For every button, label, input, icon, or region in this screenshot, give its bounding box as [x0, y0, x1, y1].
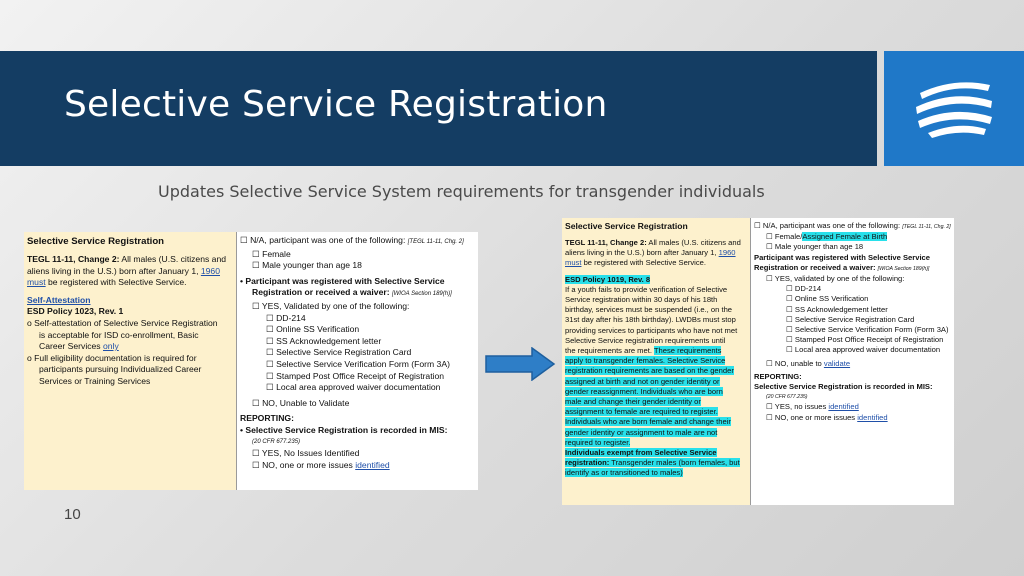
policy-highlight: apply to transgender females. Selective Service	[565, 356, 726, 366]
doc-heading: Selective Service Registration	[27, 236, 165, 247]
page-number: 10	[64, 506, 81, 523]
participant-text: Registration or received a waiver:	[754, 262, 878, 272]
doc-item-checkbox[interactable]: ☐ DD-214	[266, 312, 306, 323]
tegl-label: TEGL 11-11, Change 2:	[565, 238, 647, 247]
identified-link[interactable]: identified	[355, 459, 390, 470]
policy-body-line: 31st day after his 18th birthday). LWDBs must stop	[565, 315, 736, 325]
must-link[interactable]: must	[565, 258, 582, 268]
doc-item-checkbox[interactable]: ☐ Stamped Post Office Receipt of Registration	[266, 370, 445, 381]
logo	[884, 51, 1024, 166]
doc-item-checkbox[interactable]: ☐ Selective Service Registration Card	[786, 314, 915, 324]
right-doc-checklist-column	[751, 218, 954, 505]
tegl-text-2: aliens living in the U.S.) born after January 1,	[27, 265, 201, 276]
policy-highlight: male and change their gender identity or	[565, 397, 701, 407]
tegl-text-3: be registered with Selective Service.	[581, 258, 706, 268]
esd-policy-highlight: ESD Policy 1019, Rev. 8	[565, 274, 651, 284]
policy-body-line: If a youth fails to provide verification of Selective	[565, 284, 728, 294]
doc-item-checkbox[interactable]: ☐ SS Acknowledgement letter	[786, 304, 888, 314]
identified-link[interactable]: identified	[857, 412, 888, 422]
tegl-text-3: be registered with Selective Service.	[45, 277, 187, 288]
policy-highlight: Individuals who are born female and change their	[565, 417, 731, 427]
tegl-text: All males (U.S. citizens and	[119, 254, 227, 264]
no-issues-checkbox[interactable]: ☐ NO, one or more issues	[766, 412, 858, 422]
right-doc-requirements-column	[562, 218, 751, 505]
no-issues-checkbox[interactable]: ☐ NO, one or more issues	[252, 459, 356, 470]
policy-body-line: birthday, services must be suspended (i.e., on the	[565, 305, 733, 315]
yes-no-issues-checkbox[interactable]: ☐ YES, no issues	[766, 402, 829, 412]
policy-body-line: Selective Service registration requirements until	[565, 335, 726, 345]
left-doc-checklist-column	[237, 232, 478, 490]
bullet-text: Career Services	[39, 341, 103, 352]
female-checkbox[interactable]: ☐ Female	[252, 248, 291, 259]
na-checkbox[interactable]: ☐ N/A, participant was one of the following:	[754, 221, 903, 230]
doc-item-checkbox[interactable]: ☐ Online SS Verification	[786, 294, 869, 304]
left-doc-requirements-column	[24, 232, 237, 490]
no-unable-checkbox[interactable]: ☐ NO, Unable to Validate	[252, 397, 350, 408]
doc-item-checkbox[interactable]: ☐ Local area approved waiver documentation	[266, 382, 441, 393]
bullet-text: o Full eligibility documentation is required for	[27, 352, 197, 363]
policy-highlight: required to register.	[565, 437, 631, 447]
must-link[interactable]: must	[27, 277, 46, 288]
participant-text: Registration or received a waiver:	[252, 287, 392, 298]
reporting-heading: REPORTING:	[240, 413, 294, 424]
doc-item-checkbox[interactable]: ☐ Stamped Post Office Receipt of Registration	[786, 335, 944, 345]
reference: [TEGL 11-11, Chg. 2]	[902, 224, 951, 230]
page-title: Selective Service Registration	[64, 84, 608, 125]
tegl-year-link[interactable]: 1960	[718, 248, 736, 258]
male-younger-checkbox[interactable]: ☐ Male younger than age 18	[766, 242, 864, 252]
exempt-text: Transgender males (born females, but	[609, 458, 740, 468]
reference: [WIOA Section 189(h)]	[877, 265, 930, 272]
policy-highlight: These requirements	[653, 346, 722, 356]
bullet-text: Services or Training Services	[39, 375, 151, 386]
female-checkbox[interactable]: ☐ Female/	[766, 232, 803, 242]
doc-item-checkbox[interactable]: ☐ SS Acknowledgement letter	[266, 335, 382, 346]
doc-item-checkbox[interactable]: ☐ Selective Service Registration Card	[266, 347, 412, 358]
tegl-text-2: aliens living in the U.S.) born after January 1,	[565, 248, 719, 258]
original-document-excerpt	[24, 232, 478, 490]
policy-highlight: assignment to female are required to register.	[565, 407, 718, 417]
policy-highlight: assigned at birth and not on gender identity or	[565, 376, 720, 386]
cfr-reference: (20 CFR 677.235)	[766, 394, 808, 401]
reference: [WIOA Section 189(h)]	[391, 291, 452, 298]
wave-stripes-logo-icon	[914, 75, 994, 139]
reference: [TEGL 11-11, Chg. 2]	[407, 239, 464, 245]
only-link[interactable]: only	[103, 341, 119, 352]
bullet-text: is acceptable for ISD co-enrollment, Basic	[39, 329, 199, 340]
tegl-year-link[interactable]: 1960	[200, 265, 220, 276]
no-unable-checkbox[interactable]: ☐ NO, unable to	[766, 358, 824, 368]
yes-no-issues-checkbox[interactable]: ☐ YES, No Issues Identified	[252, 448, 360, 459]
female-highlight: Assigned Female at Birth	[802, 232, 888, 242]
arrow-right-icon	[484, 347, 556, 381]
doc-item-checkbox[interactable]: ☐ Selective Service Verification Form (Form 3A)	[786, 325, 949, 335]
doc-heading: Selective Service Registration	[565, 221, 688, 231]
subtitle: Updates Selective Service System requirements for transgender individuals	[158, 182, 765, 201]
participant-text: • Participant was registered with Selective Service	[240, 275, 445, 286]
doc-item-checkbox[interactable]: ☐ Selective Service Verification Form (Form 3A)	[266, 358, 450, 369]
policy-body-line: Service registration within 30 days of his 18th	[565, 295, 718, 305]
na-checkbox[interactable]: ☐ N/A, participant was one of the following:	[240, 235, 408, 245]
exempt-heading: Individuals exempt from Selective Service	[565, 448, 717, 458]
participant-text: Participant was registered with Selective Service	[754, 252, 931, 262]
tegl-label: TEGL 11-11, Change 2:	[27, 254, 120, 264]
updated-document-excerpt	[562, 218, 954, 505]
cfr-reference: (20 CFR 677.235)	[252, 438, 301, 445]
policy-highlight: gender identity or assignment to male are not	[565, 427, 718, 437]
male-younger-checkbox[interactable]: ☐ Male younger than age 18	[252, 260, 362, 271]
esd-policy: ESD Policy 1023, Rev. 1	[27, 306, 124, 317]
bullet-text: o Self-attestation of Selective Service Registration	[27, 317, 218, 328]
self-attestation-link[interactable]: Self-Attestation	[27, 294, 91, 305]
recorded-text: Selective Service Registration is recorded in MIS:	[754, 382, 933, 392]
tegl-text: All males (U.S. citizens and	[646, 238, 741, 247]
doc-item-checkbox[interactable]: ☐ Local area approved waiver documentation	[786, 345, 941, 355]
validate-link[interactable]: validate	[823, 358, 851, 368]
exempt-heading: registration:	[565, 458, 610, 468]
doc-item-checkbox[interactable]: ☐ DD-214	[786, 284, 822, 294]
yes-validated-checkbox[interactable]: ☐ YES, validated by one of the following:	[766, 274, 905, 284]
identified-link[interactable]: identified	[828, 402, 859, 412]
doc-item-checkbox[interactable]: ☐ Online SS Verification	[266, 324, 360, 335]
policy-highlight: registration requirements are based on the gender	[565, 366, 734, 376]
reporting-heading: REPORTING:	[754, 371, 802, 381]
policy-body-line: the requirements are met.	[565, 346, 654, 356]
exempt-text: identify as or transitioned to males)	[565, 468, 683, 478]
bullet-text: participants pursuing Individualized Career	[39, 364, 202, 375]
recorded-text: • Selective Service Registration is recorded in MIS:	[240, 424, 448, 435]
yes-validated-checkbox[interactable]: ☐ YES, Validated by one of the following:	[252, 300, 410, 311]
policy-body-line: providing services to participants who have not met	[565, 325, 738, 335]
policy-highlight: gender reassignment. Individuals who are born	[565, 386, 723, 396]
